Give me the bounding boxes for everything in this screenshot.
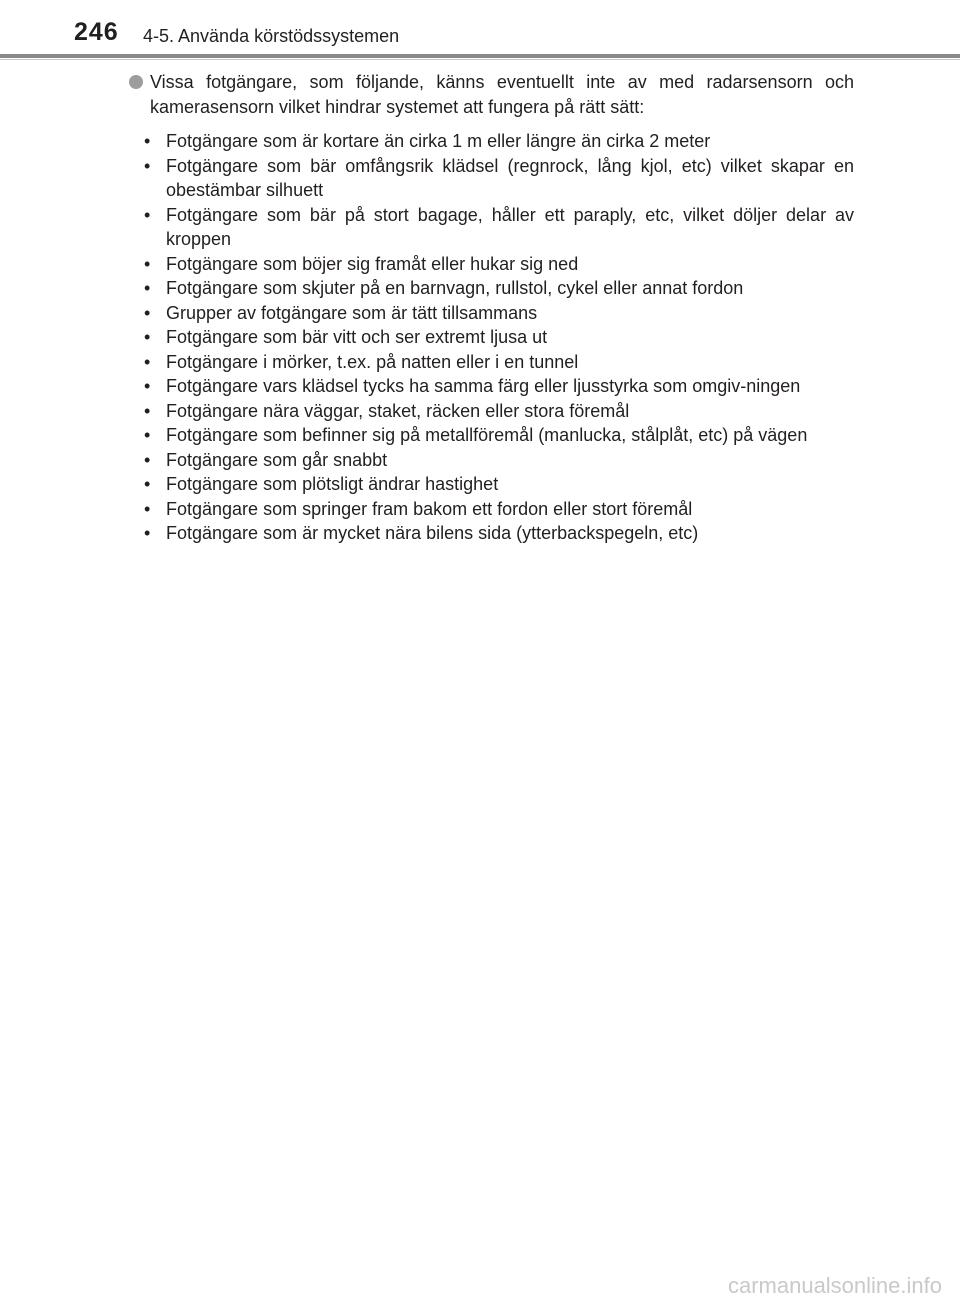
header-rule-shadow — [0, 59, 960, 60]
list-item-text: Grupper av fotgängare som är tätt tillsammans — [166, 302, 538, 323]
list-item — [144, 350, 854, 375]
bullet-icon: • — [144, 449, 151, 470]
bullet-icon: • — [144, 131, 151, 151]
list-item — [144, 448, 854, 473]
list-item — [144, 252, 854, 277]
list-item — [144, 276, 854, 301]
bullet-icon: • — [144, 278, 151, 298]
list-item-text: Fotgängare som plötsligt ändrar hastighet — [166, 474, 499, 494]
bullet-icon: • — [144, 498, 151, 519]
list-item-text: Fotgängare som bär vitt och ser extremt ljusa ut — [166, 327, 548, 347]
section-title: 4-5. Använda körstödssystemen — [143, 26, 400, 46]
bullet-icon: • — [144, 327, 151, 347]
list-item — [144, 497, 854, 522]
list-item-text: Fotgängare som bär omfångsrik klädsel (regnrock, lång kjol, etc) vilket skapar en obestämbar silhuett — [166, 155, 854, 200]
bullet-icon: • — [144, 155, 151, 176]
list-item-text: Fotgängare som befinner sig på metallföremål (manlucka, stålplåt, etc) på vägen — [166, 425, 808, 445]
list-item — [144, 374, 854, 399]
main-content — [128, 70, 854, 546]
list-item — [144, 399, 854, 424]
list-item-text: Fotgängare som går snabbt — [166, 449, 388, 470]
list-item-text: Fotgängare som böjer sig framåt eller hukar sig ned — [166, 253, 579, 274]
bullet-icon: • — [144, 376, 151, 396]
bullet-icon: • — [144, 474, 151, 494]
list-item-text: Fotgängare som är kortare än cirka 1 m eller längre än cirka 2 meter — [166, 131, 711, 151]
list-item-text: Fotgängare som springer fram bakom ett fordon eller stort föremål — [166, 498, 693, 519]
list-item — [144, 325, 854, 350]
list-item — [144, 472, 854, 497]
list-item-text: Fotgängare nära väggar, staket, räcken eller stora föremål — [166, 400, 630, 421]
list-item-text: Fotgängare som bär på stort bagage, håller ett paraply, etc, vilket döljer delar av kroppen — [166, 204, 854, 249]
list-item-text: Fotgängare som skjuter på en barnvagn, rullstol, cykel eller annat fordon — [166, 278, 744, 298]
bullet-icon: • — [144, 351, 151, 372]
list-item — [144, 154, 854, 203]
list-item — [144, 521, 854, 546]
bullet-icon: • — [144, 400, 151, 421]
list-item — [144, 129, 854, 154]
lead-paragraph — [128, 70, 854, 119]
list-item-text: Fotgängare i mörker, t.ex. på natten eller i en tunnel — [166, 351, 579, 372]
bullet-icon: • — [144, 302, 151, 323]
pedestrian-list — [128, 129, 854, 546]
list-item-text: Fotgängare som är mycket nära bilens sida (ytterbackspegeln, etc) — [166, 523, 699, 543]
list-item — [144, 423, 854, 448]
header-rule — [0, 54, 960, 58]
lead-text: Vissa fotgängare, som följande, känns eventuellt inte av med radarsensorn och kamerasensorn vilket hindrar systemet att fungera på rätt sätt: — [150, 72, 854, 117]
list-item — [144, 301, 854, 326]
bullet-icon: • — [144, 425, 151, 445]
circle-bullet-icon — [129, 75, 143, 89]
watermark: carmanualsonline.info — [727, 1273, 942, 1298]
page-number: 246 — [74, 18, 119, 46]
bullet-icon: • — [144, 204, 151, 225]
list-item — [144, 203, 854, 252]
bullet-icon: • — [144, 523, 151, 543]
bullet-icon: • — [144, 253, 151, 274]
list-item-text: Fotgängare vars klädsel tycks ha samma färg eller ljusstyrka som omgiv-ningen — [166, 376, 801, 396]
